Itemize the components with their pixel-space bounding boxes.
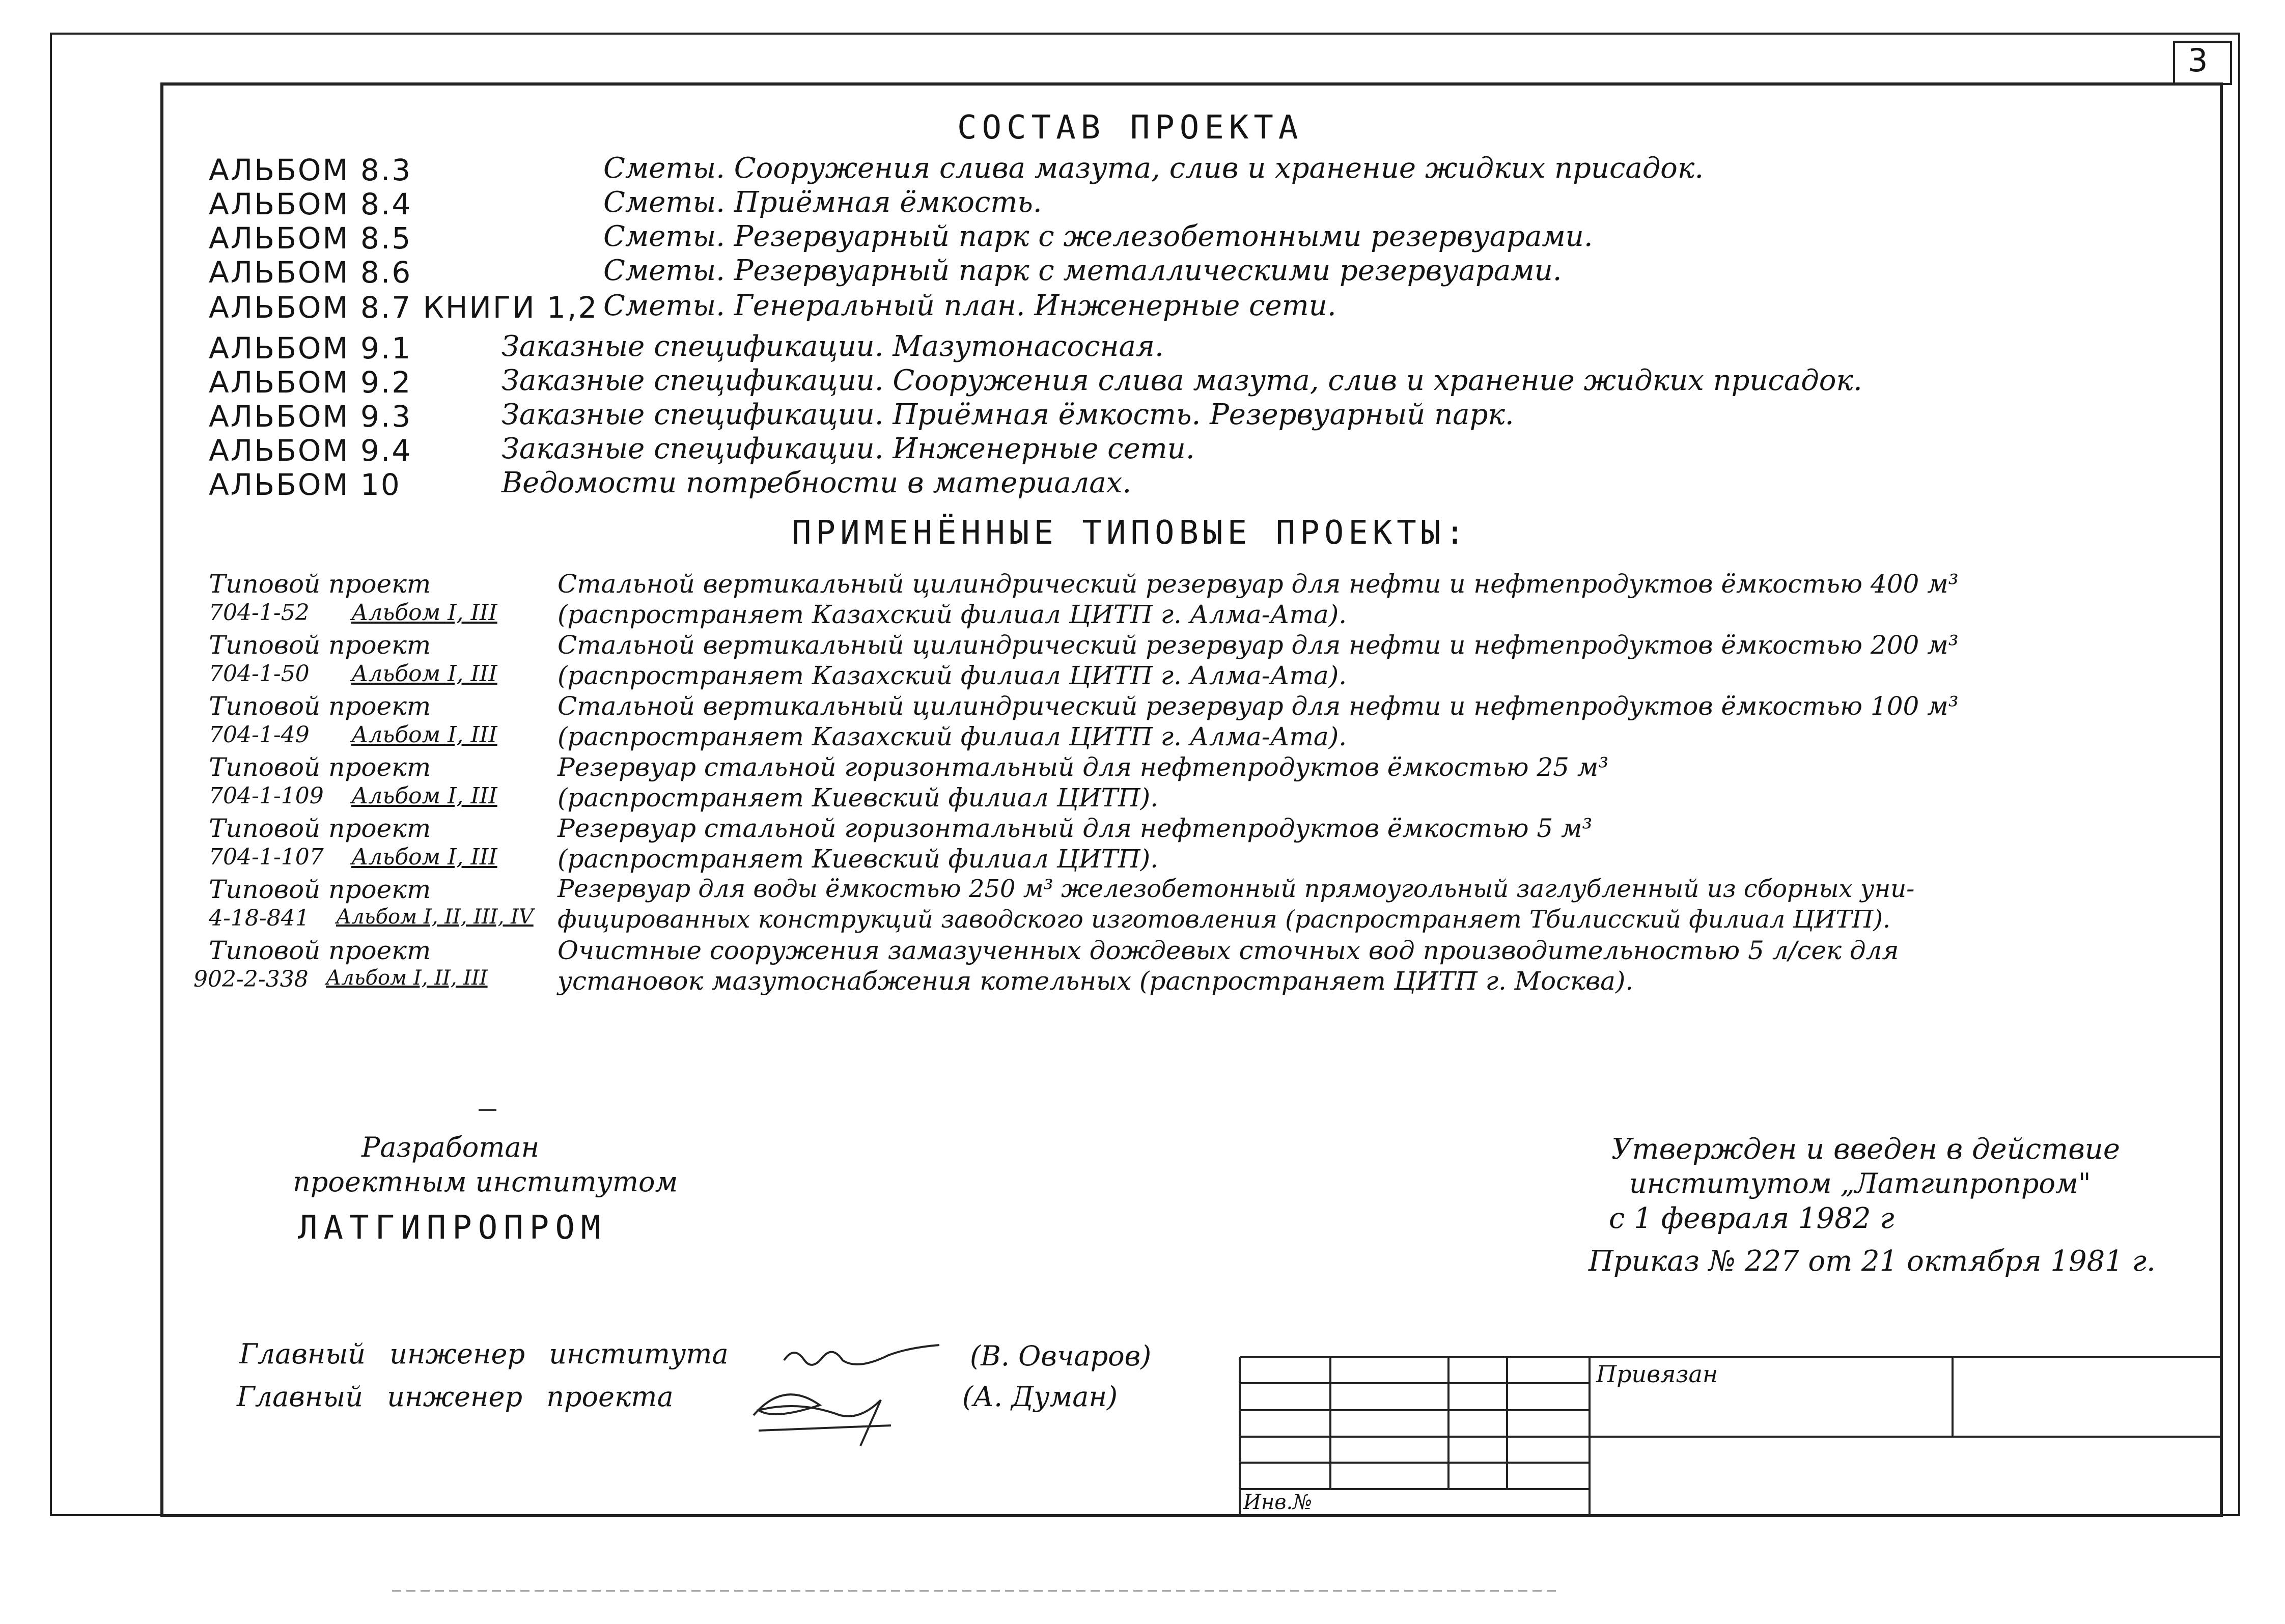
typical-desc: (распространяет Киевский филиал ЦИТП). xyxy=(558,783,1159,813)
typical-desc: установок мазутоснабжения котельных (распространяет ЦИТП г. Москва). xyxy=(558,966,1634,996)
inventory-label: Инв.№ xyxy=(1243,1491,1313,1514)
signature-duman xyxy=(754,1394,891,1446)
typical-desc: фицированных конструкций заводского изготовления (распространяет Тбилисский филиал ЦИТП). xyxy=(558,905,1891,934)
typical-desc: Резервуар стальной горизонтальный для нефтепродуктов ёмкостью 25 м³ xyxy=(558,752,1609,782)
album-desc: Заказные спецификации. Приёмная ёмкость. Резервуарный парк. xyxy=(501,398,1514,431)
album-label: АЛЬБОМ 10 xyxy=(209,467,401,502)
typical-label: Типовой проект xyxy=(209,875,431,904)
typical-label: Типовой проект xyxy=(209,814,431,843)
typical-album: Альбом I, II, III xyxy=(326,966,488,990)
typical-desc: Стальной вертикальный цилиндрический резервуар для нефти и нефтепродуктов ёмкостью 400 м³ xyxy=(558,569,1959,599)
typical-album: Альбом I, III xyxy=(351,661,497,687)
title-block-grid xyxy=(1240,1357,2220,1515)
typical-album: Альбом I, III xyxy=(351,844,497,870)
album-label: АЛЬБОМ 8.3 xyxy=(209,153,412,187)
album-label: АЛЬБОМ 8.4 xyxy=(209,187,412,221)
album-desc: Заказные спецификации. Сооружения слива мазута, слив и хранение жидких присадок. xyxy=(501,364,1862,397)
album-desc: Заказные спецификации. Инженерные сети. xyxy=(501,432,1195,465)
album-desc: Сметы. Резервуарный парк с железобетонными резервуарами. xyxy=(603,220,1593,253)
typical-code: 704-1-49 xyxy=(209,722,310,748)
typical-desc: Резервуар стальной горизонтальный для нефтепродуктов ёмкостью 5 м³ xyxy=(558,814,1593,843)
typical-album: Альбом I, III xyxy=(351,600,497,626)
approved-order: Приказ № 227 от 21 октября 1981 г. xyxy=(1589,1245,2156,1278)
typical-code: 704-1-52 xyxy=(209,600,310,626)
typical-desc: Очистные сооружения замазученных дождевых сточных вод производительностью 5 л/сек для xyxy=(558,936,1899,965)
album-label: АЛЬБОМ 8.6 xyxy=(209,255,412,290)
approved-line2: институтом „Латгипропром" xyxy=(1629,1167,2091,1199)
typical-desc: Резервуар для воды ёмкостью 250 м³ железобетонный прямоугольный заглубленный из сборных уни- xyxy=(558,875,1915,903)
album-label: АЛЬБОМ 9.2 xyxy=(209,365,412,400)
approved-date: с 1 февраля 1982 г xyxy=(1609,1202,1894,1235)
typical-code: 704-1-109 xyxy=(209,783,324,809)
signature-name: (А. Думан) xyxy=(962,1381,1118,1413)
bound-label: Привязан xyxy=(1596,1360,1718,1388)
typical-label: Типовой проект xyxy=(209,691,431,721)
typical-label: Типовой проект xyxy=(209,752,431,782)
typical-code: 704-1-50 xyxy=(209,661,310,687)
approved-line1: Утвержден и введен в действие xyxy=(1611,1133,2121,1166)
typical-desc: (распространяет Казахский филиал ЦИТП г. Алма-Ата). xyxy=(558,661,1347,690)
page-title: СОСТАВ ПРОЕКТА xyxy=(957,109,1303,147)
album-desc: Заказные спецификации. Мазутонасосная. xyxy=(501,330,1164,363)
album-desc: Сметы. Сооружения слива мазута, слив и хранение жидких присадок. xyxy=(603,152,1704,185)
album-label: АЛЬБОМ 9.1 xyxy=(209,331,412,366)
album-desc: Ведомости потребности в материалах. xyxy=(501,466,1132,499)
typical-desc: Стальной вертикальный цилиндрический резервуар для нефти и нефтепродуктов ёмкостью 100 м³ xyxy=(558,691,1959,721)
page-number: 3 xyxy=(2188,42,2208,79)
album-label: АЛЬБОМ 9.3 xyxy=(209,399,412,434)
signature-name: (В. Овчаров) xyxy=(970,1340,1152,1372)
typical-desc: (распространяет Казахский филиал ЦИТП г. Алма-Ата). xyxy=(558,600,1347,629)
album-label: АЛЬБОМ 8.7 КНИГИ 1,2 xyxy=(209,290,599,325)
typical-label: Типовой проект xyxy=(209,936,431,965)
album-desc: Сметы. Генеральный план. Инженерные сети. xyxy=(603,289,1336,322)
typical-label: Типовой проект xyxy=(209,630,431,660)
signature-ovcharov xyxy=(784,1345,939,1365)
typical-desc: (распространяет Казахский филиал ЦИТП г. Алма-Ата). xyxy=(558,722,1347,751)
developer-org: ЛАТГИПРОПРОМ xyxy=(298,1209,607,1247)
album-desc: Сметы. Приёмная ёмкость. xyxy=(603,186,1042,219)
signature-role: Главный инженер института xyxy=(239,1338,729,1370)
album-label: АЛЬБОМ 8.5 xyxy=(209,221,412,256)
typical-label: Типовой проект xyxy=(209,569,431,599)
signature-role: Главный инженер проекта xyxy=(237,1381,674,1413)
typical-album: Альбом I, III xyxy=(351,722,497,748)
album-label: АЛЬБОМ 9.4 xyxy=(209,433,412,468)
typical-album: Альбом I, III xyxy=(351,783,497,809)
album-desc: Сметы. Резервуарный парк с металлическими резервуарами. xyxy=(603,254,1562,287)
typical-desc: Стальной вертикальный цилиндрический резервуар для нефти и нефтепродуктов ёмкостью 200 м³ xyxy=(558,630,1959,660)
developed-line2: проектным институтом xyxy=(293,1166,678,1198)
developed-line1: Разработан xyxy=(361,1131,540,1163)
typical-code: 902-2-338 xyxy=(193,966,309,992)
typical-code: 4-18-841 xyxy=(209,905,310,931)
typical-desc: (распространяет Киевский филиал ЦИТП). xyxy=(558,844,1159,874)
typical-projects-heading: ПРИМЕНЁННЫЕ ТИПОВЫЕ ПРОЕКТЫ: xyxy=(792,514,1469,552)
typical-code: 704-1-107 xyxy=(209,844,324,870)
typical-album: Альбом I, II, III, IV xyxy=(336,905,534,929)
